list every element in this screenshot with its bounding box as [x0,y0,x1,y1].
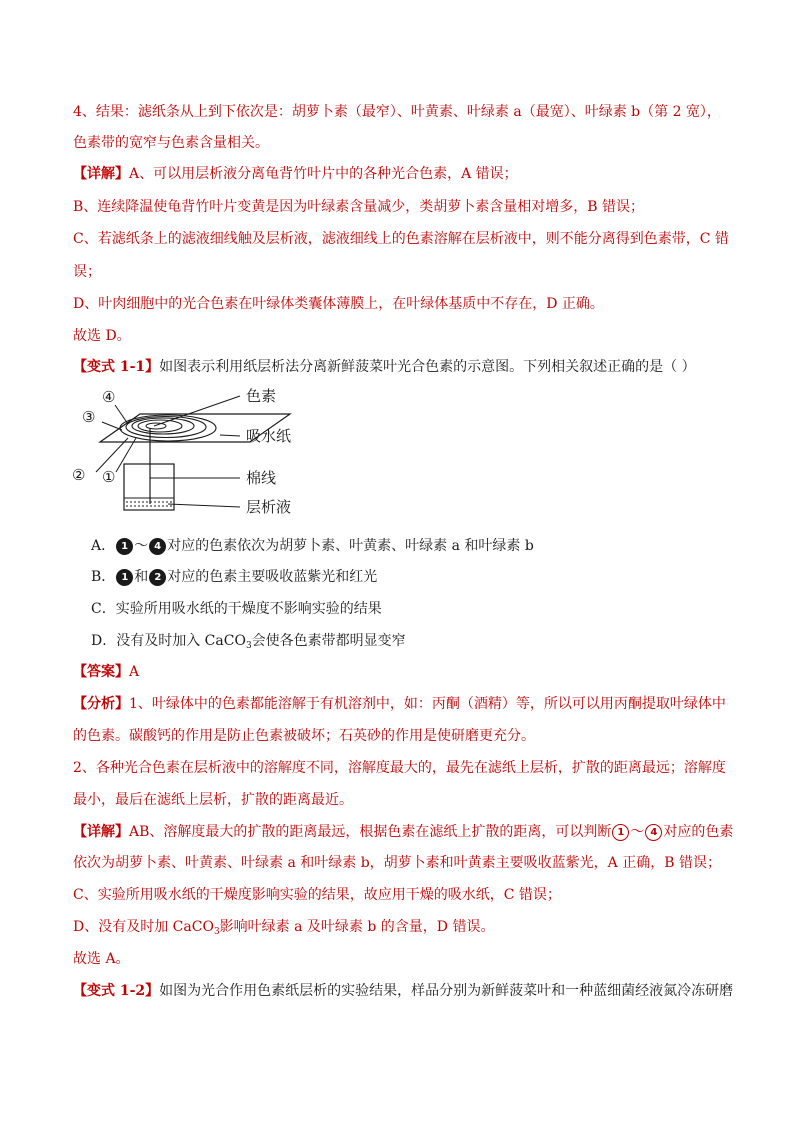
result-line-1: 4、结果：滤纸条从上到下依次是：胡萝卜素（最窄）、叶黄素、叶绿素 a（最宽）、叶绿素 b（第 2 宽）， [73,104,721,120]
label-solvent: 层析液 [246,498,292,516]
analysis-line-4: 最小，最后在滤纸上层析，扩散的距离最近。 [73,792,353,808]
result-line-2: 色素带的宽窄与色素含量相关。 [73,135,269,151]
analysis-line-3: 2、各种光合色素在层析液中的溶解度不同，溶解度最大的，最先在滤纸上层析，扩散的距离最远；溶解度 [73,760,726,776]
circled-number-1: 1 [612,824,629,841]
chromatography-diagram [70,380,330,520]
detail1-line-d: D、叶肉细胞中的光合色素在叶绿体类囊体薄膜上，在叶绿体基质中不存在，D 正确。 [73,296,604,312]
ring-number-3: ③ [82,408,96,426]
option-d[interactable] [91,631,406,656]
ring-number-2: ② [72,466,86,484]
option-d-post: 会使各色素带都明显变窄 [251,633,406,649]
variant-1-2-question [73,981,733,1001]
detail1-line-a [73,164,518,184]
option-d-subscript: 3 [245,641,252,651]
label-pigment: 色素 [246,387,277,405]
option-c[interactable]: C．实验所用吸水纸的干燥度不影响实验的结果 [91,601,382,617]
detail2-line-c: C、实验所用吸水纸的干燥度影响实验的结果，故应用干燥的吸水纸，C 错误； [73,887,561,903]
ring-number-1: ① [102,468,116,486]
option-a[interactable] [91,536,534,556]
detail2-ab-pre: AB、溶解度最大的扩散的距离最远，根据色素在滤纸上扩散的距离，可以判断 [129,824,612,840]
variant-question-text: 如图表示利用纸层析法分离新鲜菠菜叶光合色素的示意图。下列相关叙述正确的是（ ） [159,359,696,375]
answer-tag: 【答案】 [73,664,129,680]
detail2-line-d [73,917,494,942]
detail2-d-subscript: 3 [213,927,220,937]
variant-1-1-question [73,357,696,377]
detail2-tilde: ～ [630,824,645,840]
option-b-prefix: B． [91,569,116,585]
analysis-line-2: 的色素。碳酸钙的作用是防止色素被破坏；石英砂的作用是使研磨更充分。 [73,728,535,744]
option-a-text: 对应的色素依次为胡萝卜素、叶黄素、叶绿素 a 和叶绿素 b [167,538,534,554]
circled-number-4: 4 [645,824,662,841]
center-spot [146,423,166,429]
option-b-text: 对应的色素主要吸收蓝紫光和红光 [167,569,378,585]
variant-tag: 【变式 1-1】 [73,359,160,375]
ring-number-4: ④ [102,388,116,406]
detail2-d-post: 影响叶绿素 a 及叶绿素 b 的含量，D 错误。 [219,919,495,935]
beaker [124,464,174,510]
detail2-line-ab2: 依次为胡萝卜素、叶黄素、叶绿素 a 和叶绿素 b，胡萝卜素和叶黄素主要吸收蓝紫光，A 正确，B 错误； [73,855,721,871]
analysis-tag: 【分析】 [73,696,129,712]
circled-number-1: 1 [116,538,133,555]
label-thread: 棉线 [246,469,277,487]
circled-number-1: 1 [116,569,133,586]
option-d-pre: D．没有及时加入 CaCO [91,633,246,649]
circled-number-4: 4 [149,538,166,555]
variant-tag: 【变式 1-2】 [73,983,160,999]
detail-tag: 【详解】 [73,166,129,182]
option-b-and: 和 [134,569,149,585]
detail-tag: 【详解】 [73,824,129,840]
variant-question-text: 如图为光合作用色素纸层析的实验结果，样品分别为新鲜菠菜叶和一种蓝细菌经液氮冷冻研磨 [159,983,734,999]
detail2-line-ab1 [73,822,733,842]
analysis-text-1: 1、叶绿体中的色素都能溶解于有机溶剂中，如：丙酮（酒精）等，所以可以用丙酮提取叶绿体中 [129,696,726,712]
circled-number-2: 2 [149,569,166,586]
detail1-line-b: B、连续降温使龟背竹叶片变黄是因为叶绿素含量减少，类胡萝卜素含量相对增多，B 错误； [73,199,645,215]
option-a-tilde: ～ [134,538,149,554]
answer-value: A [129,664,140,680]
detail2-choose: 故选 A。 [73,951,130,967]
detail2-d-pre: D、没有及时加 CaCO [73,919,214,935]
option-a-prefix: A． [91,538,116,554]
detail1-line-c2: 误； [73,264,101,280]
detail1-line-c1: C、若滤纸条上的滤液细线触及层析液，滤液细线上的色素溶解在层析液中，则不能分离得到色素带，C 错 [73,231,729,247]
detail1-choose: 故选 D。 [73,328,131,344]
answer-line [73,662,139,682]
detail1-a-text: A、可以用层析液分离龟背竹叶片中的各种光合色素，A 错误； [129,166,518,182]
option-b[interactable] [91,567,377,587]
detail2-ab-post: 对应的色素 [663,824,734,840]
pigment-ring-4 [138,420,182,432]
analysis-line-1 [73,694,726,714]
label-paper: 吸水纸 [246,427,292,445]
